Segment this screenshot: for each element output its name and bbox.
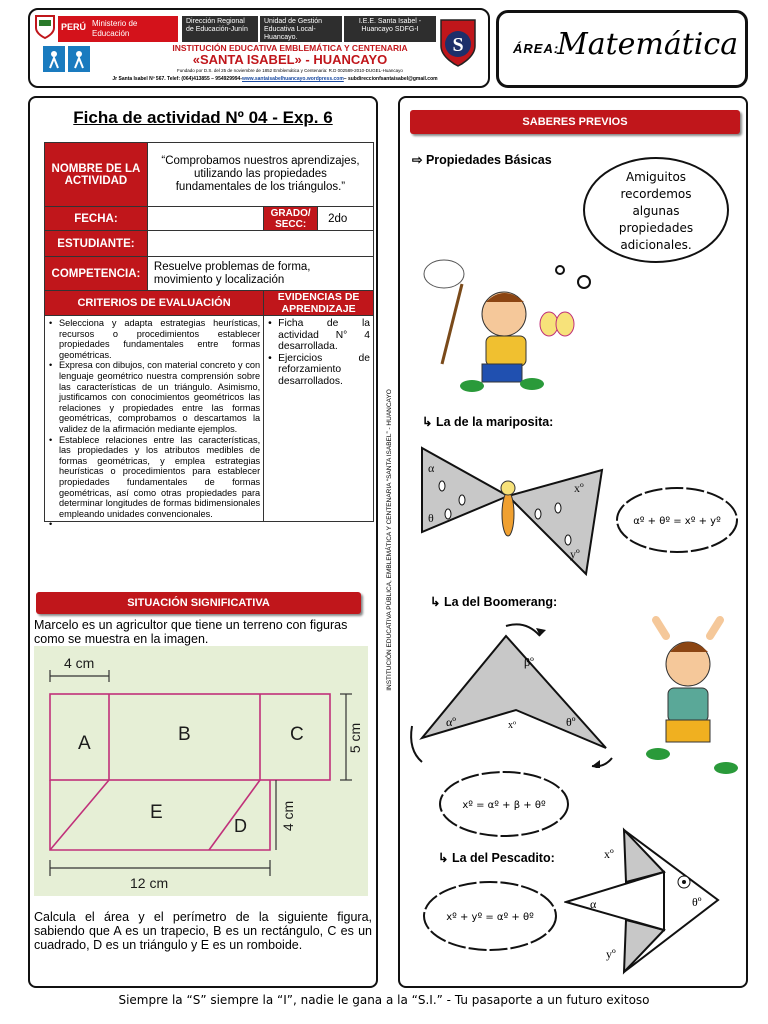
ministerio-banner: Ministerio de Educación [88, 16, 178, 42]
boomerang-equation: xº = αº + β + θº [462, 800, 546, 811]
angle-alpha: α [428, 461, 435, 475]
boy-with-net-icon [422, 254, 582, 404]
cloud-line: propiedades [618, 221, 694, 235]
cloud-line: algunas [632, 204, 680, 218]
terrain-figure [34, 646, 368, 896]
criterios-cell [45, 316, 264, 522]
boomerang-x: xº [508, 720, 517, 731]
evidencias-label: EVIDENCIAS DE APRENDIZAJE [264, 291, 374, 316]
curved-arrow-icon: ↳ [430, 595, 444, 609]
curved-arrow-icon: ↳ [422, 415, 436, 429]
activity-table [44, 142, 374, 522]
vertical-text: INSTITUCIÓN EDUCATIVA PÚBLICA, EMBLEMÁTICA Y CENTENARIA “SANTA ISABEL” - HUANCAYO [386, 389, 393, 691]
website-link[interactable]: www.santaisabelhuancayo.wordpress.com [242, 76, 344, 82]
peru-banner: PERÚ [58, 16, 88, 42]
fig-label-a: A [78, 733, 91, 754]
boomerang-heading [430, 594, 557, 609]
pescadito-heading [438, 850, 555, 865]
boomerang-theta: θº [566, 715, 576, 729]
institution-name: INSTITUCIÓN EDUCATIVA EMBLEMÁTICA Y CENTENARIA [172, 43, 408, 53]
fig-label-b: B [178, 724, 191, 745]
angle-y: yº [570, 547, 580, 561]
estudiante-field[interactable] [147, 231, 373, 257]
fish-x: xº [604, 847, 614, 861]
fig-label-d: D [234, 816, 247, 836]
nombre-label: NOMBRE DE LA ACTIVIDAD [45, 143, 148, 207]
fig-label-c: C [290, 724, 304, 745]
vertical-school-text [381, 120, 395, 960]
nombre-value: “Comprobamos nuestros aprendizajes, utilizando las propiedades fundamentales de los triángulos.” [147, 143, 373, 207]
curved-arrow-icon: ↳ [438, 851, 452, 865]
mariposita-cloud [614, 484, 740, 556]
criterio-item: • Selecciona y adapta estrategias heurísticas, recursos o procedimientos establecer propiedades fundamentales entre formas geométricas. [49, 318, 260, 360]
dre-banner: Dirección Regional de Educación-Junín [182, 16, 258, 42]
peru-shield-icon [34, 14, 56, 40]
pescadito-cloud [420, 878, 560, 954]
activity-panel [28, 96, 378, 988]
evidencia-item: • Ficha de la actividad N° 4 desarrollada. [268, 318, 370, 353]
jumping-boy-icon [636, 616, 746, 786]
fecha-label: FECHA: [45, 207, 148, 231]
angle-x: xº [574, 481, 584, 495]
area-value: Matemática [557, 27, 739, 62]
address-suffix: – subdireccionfsantaisabel@gmail.com [343, 76, 438, 82]
fig-bottom-label: 12 cm [130, 875, 169, 891]
area-box [496, 10, 748, 88]
fish-y: yº [606, 947, 616, 961]
logo-letter: S [452, 34, 464, 56]
area-label: ÁREA: [513, 41, 560, 56]
butterfly-figure [418, 444, 612, 582]
fish-figure [564, 824, 748, 978]
pescadito-equation: xº + yº = αº + θº [446, 912, 534, 923]
boomerang-label: La del Boomerang: [443, 595, 558, 609]
school-header [28, 8, 490, 88]
criterio-item: • Expresa con dibujos, con material concreto y con lenguaje geométrico nuestra comprensión sobre las características de un triángulo. Asimismo, justificamos con conocimientos geométricos las relaciones y propiedades entre las formas geométricas, comprobamos o descartamos la validez de la afirmación mediante ejemplos. [49, 360, 260, 434]
mariposita-label: La de la mariposita: [435, 415, 554, 429]
criterio-item: • Establece relaciones entre las características, las propiedades y los atributos medibles de formas geométricas, y emplea estrategias heurísticas o procedimientos para establecer propiedades fundamentales de formas geométricas, así como otras propiedades para determinar longitudes de formas bidimensionales empleando unidades convencionales. [49, 435, 260, 520]
address-line [60, 76, 490, 82]
saberes-panel [398, 96, 748, 988]
competencia-label: COMPETENCIA: [45, 257, 148, 291]
criterios-label: CRITERIOS DE EVALUACIÓN [45, 291, 264, 316]
estudiante-label: ESTUDIANTE: [45, 231, 148, 257]
school-name: «SANTA ISABEL» - HUANCAYO [192, 52, 388, 67]
mariposita-heading [422, 414, 553, 429]
situacion-title: SITUACIÓN SIGNIFICATIVA [36, 592, 361, 614]
fig-d-label: 4 cm [280, 800, 296, 832]
grado-label: GRADO/ SECC: [264, 207, 318, 231]
mariposita-equation: αº + θº = xº + yº [633, 516, 721, 527]
students-logo-icon [42, 44, 92, 76]
fish-theta: θº [692, 895, 702, 909]
ugel-banner: Unidad de Gestión Educativa Local-Huancayo. [260, 16, 342, 42]
arrow-right-icon: ⇨ [412, 153, 426, 167]
grado-value: 2do [318, 207, 374, 231]
boomerang-beta: βº [524, 655, 534, 669]
footer-slogan: Siempre la “S” siempre la “I”, nadie le gana a la “S.I.” - Tu pasaporte a un futuro exitoso [118, 993, 650, 1007]
boomerang-figure [406, 618, 620, 768]
boomerang-alpha: αº [446, 715, 457, 729]
cloud-line: recordemos [620, 187, 692, 201]
evidencia-item: • Ejercicios de reforzamiento desarrollados. [268, 353, 370, 388]
competencia-value: Resuelve problemas de forma, movimiento y localización [147, 257, 373, 291]
angle-theta: θ [428, 511, 434, 525]
fish-alpha: α [590, 897, 597, 911]
pescadito-label: La del Pescadito: [451, 851, 555, 865]
fig-right-label: 5 cm [347, 722, 363, 754]
boomerang-cloud [436, 768, 572, 840]
cloud-line: adicionales. [620, 238, 692, 252]
address-prefix: Jr Santa Isabel Nº 567. Telef: (064)413855 – 954929994- [112, 76, 242, 82]
foundation-text: Fundado por D.S. del 25 de noviembre de 1852 Emblemática y Centenaria: R.D 002589-2010-DUGEL-Huancayo [177, 68, 403, 73]
fecha-field[interactable] [147, 207, 263, 231]
saberes-title: SABERES PREVIOS [410, 110, 740, 134]
situacion-text: Marcelo es un agricultor que tiene un terreno con figuras como se muestra en la imagen. [34, 618, 348, 646]
evidencias-cell [264, 316, 374, 522]
iee-banner: I.E.E. Santa Isabel - Huancayo SDFG-I [344, 16, 436, 42]
calc-instruction: Calcula el área y el perímetro de la siguiente figura, sabiendo que A es un trapecio, B es un rectángulo, C es un cuadrado, D es un triángulo y E es un romboide. [34, 910, 372, 952]
fig-label-e: E [150, 802, 163, 823]
cloud-line: Amiguitos [625, 170, 687, 184]
activity-title: Ficha de actividad Nº 04 - Exp. 6 [73, 108, 333, 127]
propiedades-label: Propiedades Básicas [425, 153, 552, 167]
fig-top-label: 4 cm [64, 655, 95, 671]
